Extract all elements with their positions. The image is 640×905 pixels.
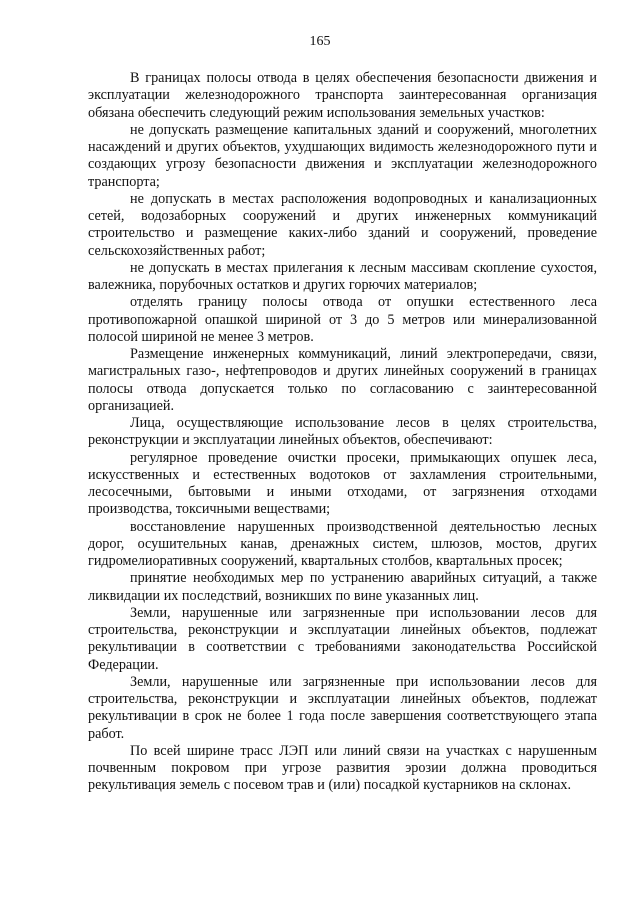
paragraph-land-reclamation-deadline: Земли, нарушенные или загрязненные при использовании лесов для строительства, реконструкции и эксплуатации линейных объектов, подлежат рекультивации в срок не более 1 года после завершения соответствующего этапа работ. xyxy=(88,673,597,742)
paragraph-fire-break-separation: отделять границу полосы отвода от опушки естественного леса противопожарной опашкой шириной от 3 до 5 метров или минерализованной полосой шириной не менее 3 метров. xyxy=(88,294,597,345)
paragraph-emergency-measures: принятие необходимых мер по устранению аварийных ситуаций, а также ликвидации их последствий, возникших по вине указанных лиц. xyxy=(88,570,597,604)
paragraph-clearing-cleanup: регулярное проведение очистки просеки, примыкающих опушек леса, искусственных и естественных водотоков от захламления строительными, лесосечными, бытовыми и иными отходами, от загрязнения отходами производства, токсичными веществами; xyxy=(88,449,597,518)
paragraph-no-combustible-accumulation: не допускать в местах прилегания к лесным массивам скопление сухостоя, валежника, порубочных остатков и других горючих материалов; xyxy=(88,259,597,293)
paragraph-no-construction-near-utilities: не допускать в местах расположения водопроводных и канализационных сетей, водозаборных сооружений и других инженерных коммуникаций строительство и размещение каких-либо зданий и сооружений, проведение сельскохозяйственных работ; xyxy=(88,190,597,259)
document-body xyxy=(88,70,597,795)
page-number: 165 xyxy=(309,34,331,49)
paragraph-forest-users-obligations: Лица, осуществляющие использование лесов в целях строительства, реконструкции и эксплуатации линейных объектов, обеспечивают: xyxy=(88,415,597,449)
paragraph-no-capital-buildings: не допускать размещение капитальных зданий и сооружений, многолетних насаждений и других объектов, ухудшающих видимость железнодорожного пути и создающих угрозу безопасности движения и эксплуатации железнодорожного транспорта; xyxy=(88,121,597,190)
paragraph-infrastructure-restoration: восстановление нарушенных производственной деятельностью лесных дорог, осушительных канав, дренажных систем, шлюзов, мостов, других гидромелиоративных сооружений, квартальных столбов, квартальных просек; xyxy=(88,518,597,569)
paragraph-land-reclamation-law: Земли, нарушенные или загрязненные при использовании лесов для строительства, реконструкции и эксплуатации линейных объектов, подлежат рекультивации в соответствии с требованиями законодательства Российской Федерации. xyxy=(88,604,597,673)
paragraph-erosion-reclamation: По всей ширине трасс ЛЭП или линий связи на участках с нарушенным почвенным покровом при угрозе развития эрозии должна проводиться рекультивация земель с посевом трав и (или) посадкой кустарников на склонах. xyxy=(88,742,597,794)
paragraph-row-of-way-regime: В границах полосы отвода в целях обеспечения безопасности движения и эксплуатации железнодорожного транспорта заинтересованная организация обязана обеспечить следующий режим использования земельных участков: xyxy=(88,70,597,121)
paragraph-utility-placement-approval: Размещение инженерных коммуникаций, линий электропередачи, связи, магистральных газо-, нефтепроводов и других линейных сооружений в границах полосы отвода допускается только по согласованию с заинтересованной организацией. xyxy=(88,346,597,414)
